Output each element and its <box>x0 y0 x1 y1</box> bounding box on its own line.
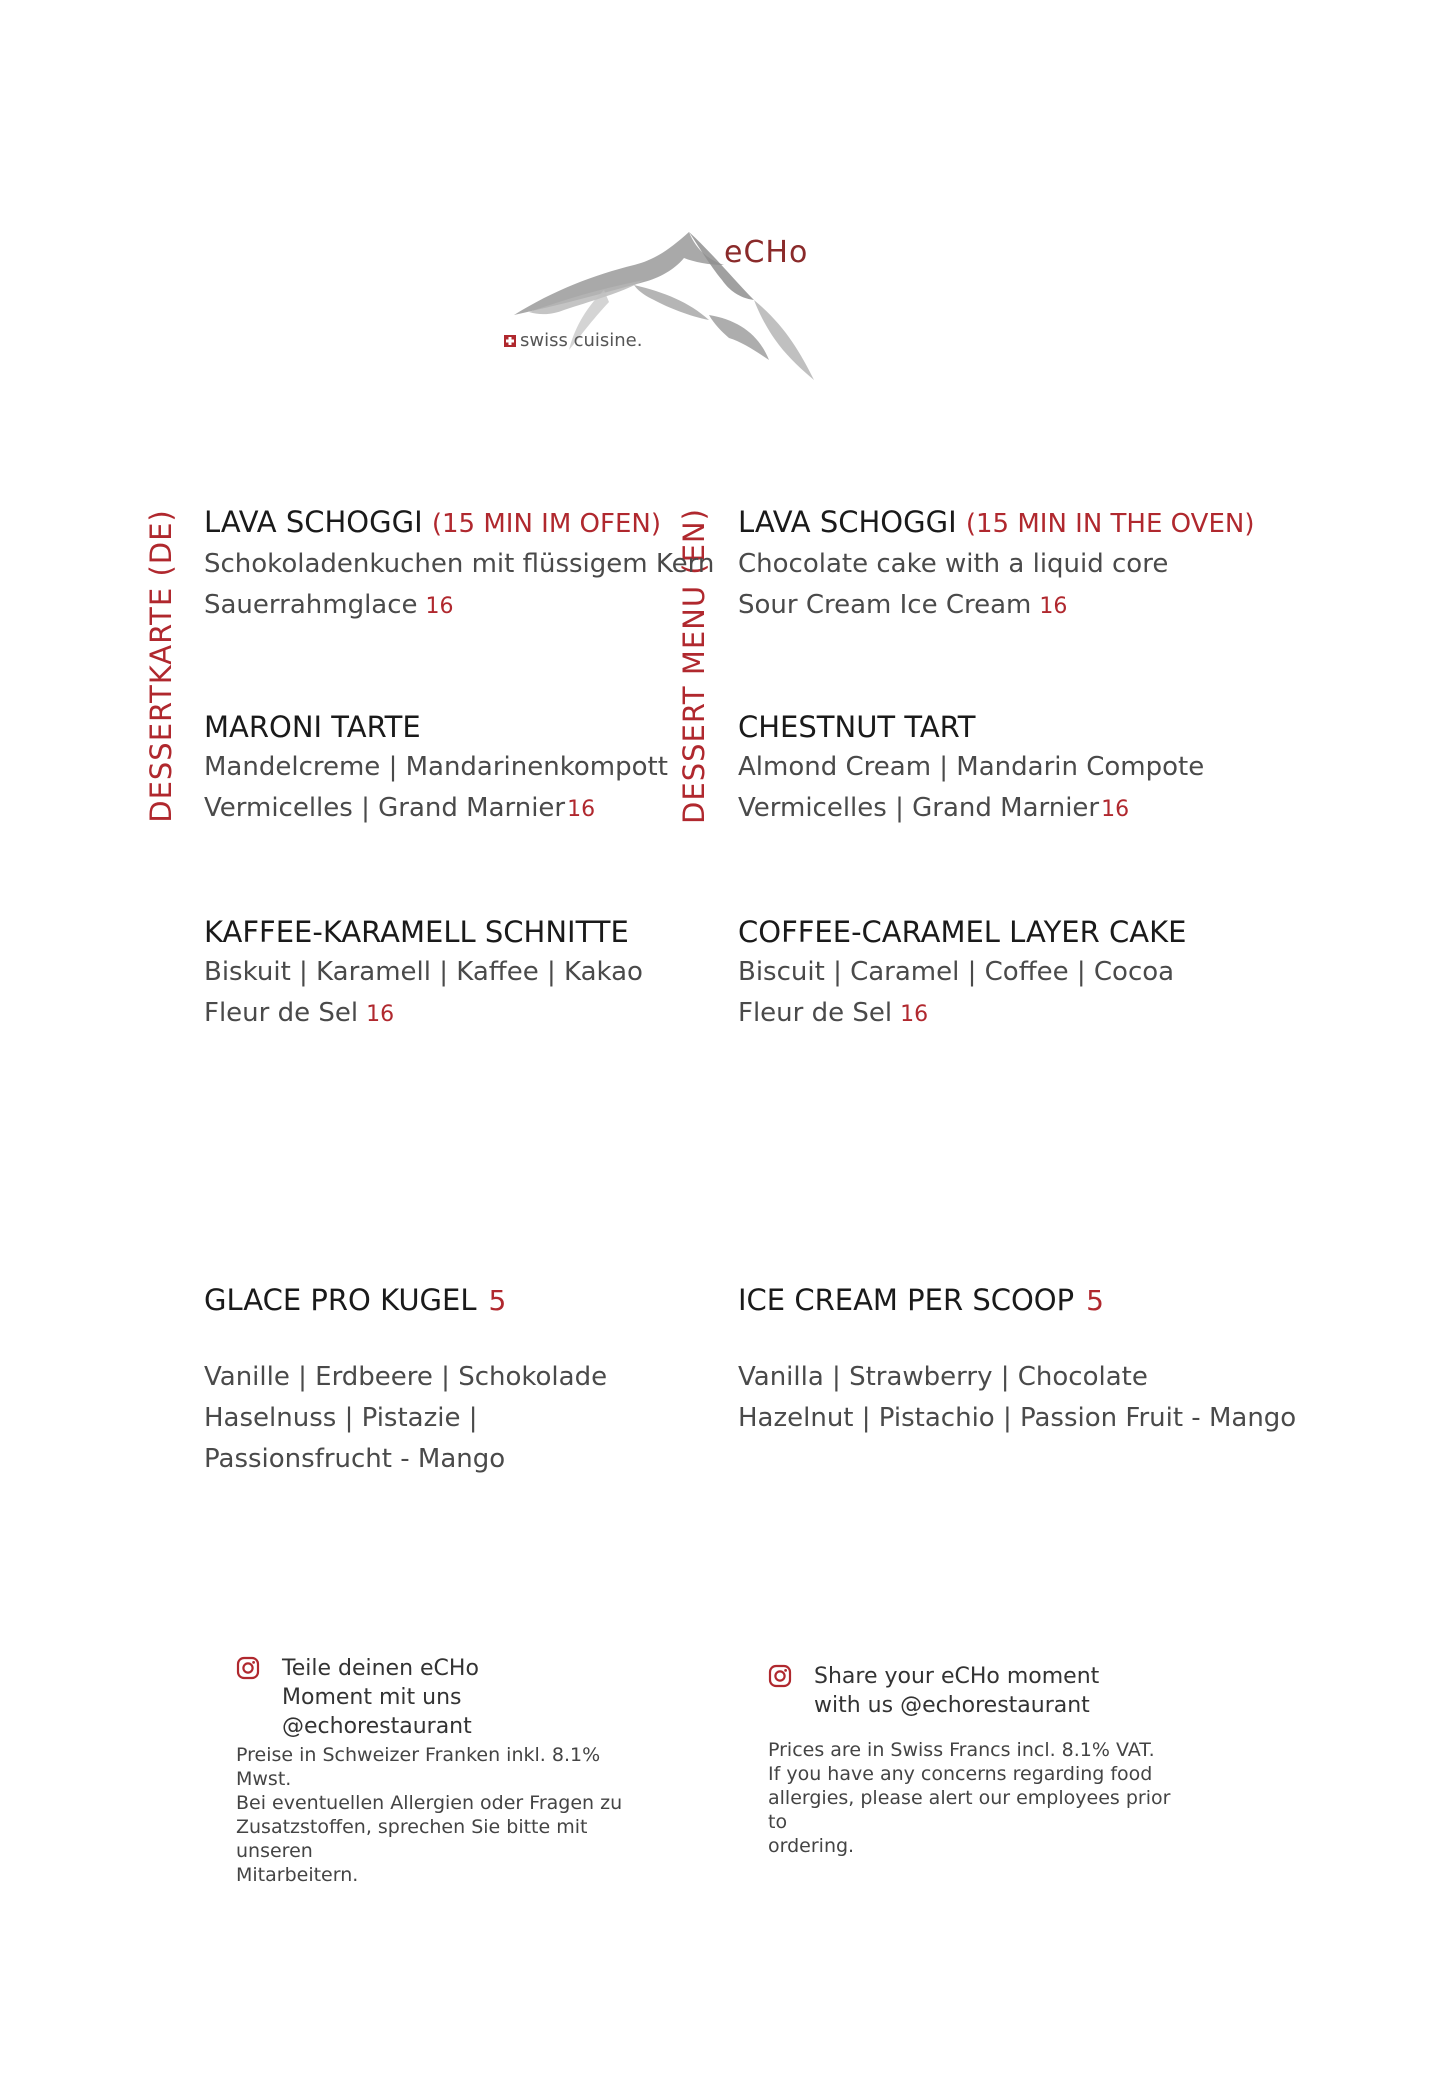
item-description: Vanilla | Strawberry | Chocolate <box>738 1362 1148 1392</box>
item-note: (15 MIN IN THE OVEN) <box>965 509 1255 539</box>
item-description: Biskuit | Karamell | Kaffee | Kakao <box>204 957 643 987</box>
item-description: Schokoladenkuchen mit flüssigem Kern <box>204 549 715 579</box>
item-price: 5 <box>488 1284 507 1317</box>
item-description: Sour Cream Ice Cream <box>738 590 1032 620</box>
item-title: CHESTNUT TART <box>738 710 976 744</box>
echo-logo <box>484 220 874 390</box>
item-price: 16 <box>1101 797 1130 822</box>
item-price: 5 <box>1086 1284 1104 1317</box>
footer-en <box>768 1662 1188 1858</box>
menu-item <box>204 912 674 1035</box>
item-description: Sauerrahmglace <box>204 590 418 620</box>
item-description: Chocolate cake with a liquid core <box>738 549 1169 579</box>
item-price: 16 <box>1039 594 1068 619</box>
share-text: Share your eCHo moment with us @echorestaurant <box>814 1664 1100 1718</box>
item-description: Vanille | Erdbeere | Schokolade <box>204 1362 608 1392</box>
instagram-icon[interactable] <box>236 1656 260 1680</box>
item-description: Haselnuss | Pistazie | Passionsfrucht - Mango <box>204 1403 506 1474</box>
menu-item <box>738 912 1208 1035</box>
menu-item <box>204 1280 674 1480</box>
item-title: COFFEE-CARAMEL LAYER CAKE <box>738 915 1187 949</box>
item-description: Vermicelles | Grand Marnier <box>204 793 566 823</box>
item-title: GLACE PRO KUGEL <box>204 1283 477 1317</box>
logo-wordmark: eCHo <box>724 235 809 270</box>
item-description: Biscuit | Caramel | Coffee | Cocoa <box>738 957 1175 987</box>
section-label-en: DESSERT MENU (EN) <box>677 508 711 824</box>
mountain-logo-graphic <box>484 220 874 390</box>
item-description: Fleur de Sel <box>204 998 359 1028</box>
item-description: Fleur de Sel <box>738 998 893 1028</box>
item-title: LAVA SCHOGGI <box>204 505 423 539</box>
logo-tagline: swiss cuisine. <box>520 330 643 351</box>
price-allergy-note: Preise in Schweizer Franken inkl. 8.1% Mwst. Bei eventuellen Allergien oder Fragen zu Zusatzstoffen, sprechen Sie bitte mit unseren Mitarbeitern. <box>236 1744 623 1886</box>
item-price: 16 <box>425 594 454 619</box>
menu-item <box>204 502 715 627</box>
item-title: KAFFEE-KARAMELL SCHNITTE <box>204 915 629 949</box>
footer-de <box>236 1654 656 1887</box>
menu-item <box>738 707 1208 830</box>
price-allergy-note: Prices are in Swiss Francs incl. 8.1% VAT. If you have any concerns regarding food allergies, please alert our employees prior to ordering. <box>768 1739 1171 1857</box>
menu-item <box>738 502 1255 627</box>
instagram-icon[interactable] <box>768 1664 792 1688</box>
item-description: Mandelcreme | Mandarinenkompott <box>204 752 668 782</box>
item-note: (15 MIN IM OFEN) <box>431 509 661 539</box>
section-label-de: DESSERTKARTE (DE) <box>144 509 178 823</box>
item-title: ICE CREAM PER SCOOP <box>738 1283 1075 1317</box>
item-description: Vermicelles | Grand Marnier <box>738 793 1100 823</box>
menu-item <box>738 1280 1297 1439</box>
item-price: 16 <box>900 1002 929 1027</box>
item-title: LAVA SCHOGGI <box>738 505 957 539</box>
item-price: 16 <box>567 797 596 822</box>
share-text: Teile deinen eCHo Moment mit uns @echorestaurant <box>282 1656 479 1739</box>
item-price: 16 <box>366 1002 395 1027</box>
item-description: Hazelnut | Pistachio | Passion Fruit - Mango <box>738 1403 1297 1433</box>
menu-item <box>204 707 674 830</box>
item-title: MARONI TARTE <box>204 710 421 744</box>
item-description: Almond Cream | Mandarin Compote <box>738 752 1205 782</box>
